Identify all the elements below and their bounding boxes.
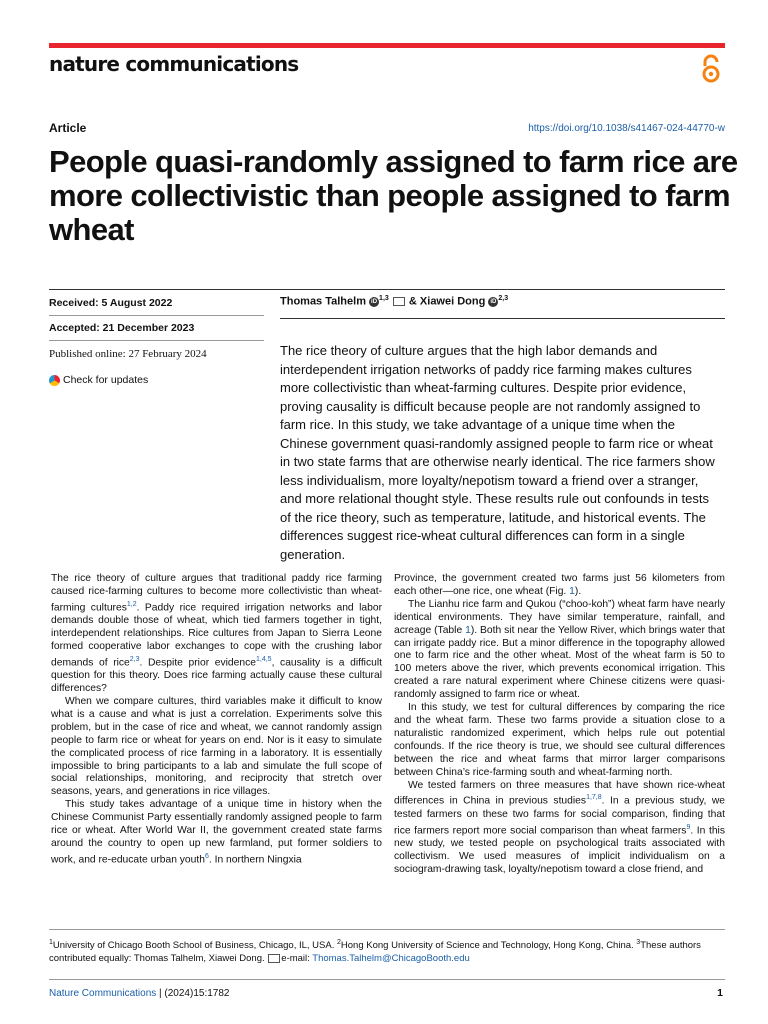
published-date: Published online: 27 February 2024 [49, 348, 207, 360]
footnote-divider [49, 929, 725, 930]
top-accent-bar [49, 43, 725, 48]
footer-citation: Nature Communications | (2024)15:1782 [49, 988, 230, 999]
article-type-label: Article [49, 121, 87, 135]
author-1-name[interactable]: Thomas Talhelm [280, 295, 366, 308]
footer-divider [49, 979, 725, 980]
body-paragraph: In this study, we test for cultural differences by comparing the rice and the wheat farm. These two farms provide a situation close to a naturalistic randomized experiment, which helps rule out potential confounds. If the rice theory is true, we should see cultural differences between the rice and wheat farms that mirror larger comparisons between China’s rice-farming south and wheat-farming north. [394, 702, 725, 778]
sidebar-divider-2 [49, 340, 264, 341]
author-2-affil: 2,3 [498, 295, 509, 302]
body-paragraph: This study takes advantage of a unique time in history when the Chinese Communist Party essentially randomly assigned people to farm rice or wheat. After World War II, the government created state farms around the country to open up new farmland, put former soldiers to work, and re-educate urban youth$^6$. In northern Ningxia [51, 799, 382, 866]
sidebar-divider-1 [49, 315, 264, 316]
citation-link[interactable]: 1,4,5 [255, 655, 272, 663]
email-icon [268, 954, 280, 963]
doi-link[interactable]: https://doi.org/10.1038/s41467-024-44770-w [528, 123, 725, 134]
email-link[interactable]: Thomas.Talhelm@ChicagoBooth.edu [312, 953, 470, 965]
body-paragraph: The Lianhu rice farm and Qukou (“choo-koh”) wheat farm have nearly identical environments. They have similar temperature, rainfall, and acreage (Table 1). Both sit near the Yellow River, which brings water that can irrigate paddy rice. But a minor difference in the topography allowed one to farm rice and the other wheat. Most of the wheat farm is 50 to 100 meters above the river, which prevents economical irrigation. This created a rare natural experiment where Chinese citizens were quasi-randomly assigned to farm rice or wheat. [394, 598, 726, 701]
body-paragraph: The rice theory of culture argues that traditional paddy rice farming caused rice-farming cultures to become more collectivistic than wheat-farming cultures$^{1,2}$. Paddy rice required irrigation networks and labor demands double those of wheat, which tied farmers together in tight, interdependent relationships. Rice cultures from Japan to Sierra Leone formed cooperative labor exchanges to cope with the crushing labor demands of rice$^{2,3}$. Despite prior evidence$^{1,4,5}$, causality is a difficult question for this theory. Does rice farming actually cause these cultural differences? [51, 573, 382, 695]
body-column-1 [51, 573, 382, 867]
author-2-name[interactable]: Xiawei Dong [419, 295, 486, 308]
citation-link[interactable]: 6 [204, 852, 209, 860]
citation-link[interactable]: 2,3 [129, 655, 140, 663]
body-paragraph: We tested farmers on three measures that have shown rice-wheat differences in China in previous studies$^{1,7,8}$. In a previous study, we tested farmers on these two farms for social comparison, finding that rice farmers report more social comparison than wheat farmers$^9$. In this new study, we tested people on psychological traits associated with collectivism. We used measures of implicit individualism on a sociogram-drawing task, loyalty/nepotism toward a close friend, and [394, 779, 725, 875]
author-divider [280, 318, 725, 319]
journal-name: nature communications [49, 52, 299, 76]
email-icon[interactable] [393, 297, 405, 306]
article-title: People quasi-randomly assigned to farm rice are more collectivistic than people assigned to farm wheat [49, 144, 738, 247]
body-paragraph: Province, the government created two farms just 56 kilometers from each other—one rice, one wheat (Fig. 1). [394, 573, 725, 597]
header-divider [49, 289, 725, 290]
check-updates-button[interactable] [49, 374, 148, 386]
orcid-icon[interactable]: iD [490, 298, 497, 305]
check-updates-label: Check for updates [63, 374, 149, 386]
author-list [280, 295, 508, 308]
orcid-icon[interactable]: iD [371, 298, 378, 305]
page-number: 1 [717, 987, 723, 999]
citation-link[interactable]: 9 [686, 823, 691, 831]
crossmark-icon [49, 375, 60, 386]
citation-link[interactable]: 1,7,8 [586, 794, 602, 802]
affiliations-footnote: $^1$University of Chicago Booth School of Business, Chicago, IL, USA. $^2$Hong Kong University of Science and Technology, Hong Kong, China. $^3$These authors contributed equally: Thomas Talhelm, Xiawei Dong. e-mail: Thomas.Talhelm@ChicagoBooth.edu [49, 939, 701, 965]
table-link[interactable]: 1 [465, 624, 471, 636]
open-access-icon [700, 54, 722, 84]
abstract: The rice theory of culture argues that the high labor demands and interdependent irrigation networks of paddy rice farming makes cultures more collectivistic than wheat-farming cultures. Despite prior evidence, proving causality is difficult because people are not randomly assigned to farm rice. In this study, we take advantage of a unique time when the Chinese government quasi-randomly assigned people to farm rice or wheat in two state farms that are otherwise nearly identical. The rice farmers show less individualism, more loyalty/nepotism toward a friend over a stranger, and more relational thought style. These results rule out confounds in tests of the rice theory, such as temperature, latitude, and historical events. The differences suggest rice-wheat cultural differences can form in a single generation. [280, 343, 715, 562]
received-date: Received: 5 August 2022 [49, 297, 173, 309]
citation-link[interactable]: 1,2 [126, 600, 137, 608]
body-column-2 [394, 573, 725, 877]
author-connector: & [408, 295, 417, 308]
footer-journal-link[interactable]: Nature Communications [49, 988, 157, 999]
accepted-date: Accepted: 21 December 2023 [49, 322, 195, 334]
figure-link[interactable]: 1 [569, 585, 575, 597]
body-paragraph: When we compare cultures, third variables make it difficult to know what is a cause and what is just a correlation. Experiments solve this problem, but in the case of rice and wheat, we cannot randomly assign people to farm rice or wheat for years on end. Nor is it easy to simulate the complicated process of rice farming in a laboratory. It is essentially impossible to bring participants to a lab and simulate the full scope of social relationships, monitoring, and reciprocity that stretch over seasons, years, and generations in rice villages. [51, 696, 382, 798]
author-1-affil: 1,3 [379, 295, 389, 302]
